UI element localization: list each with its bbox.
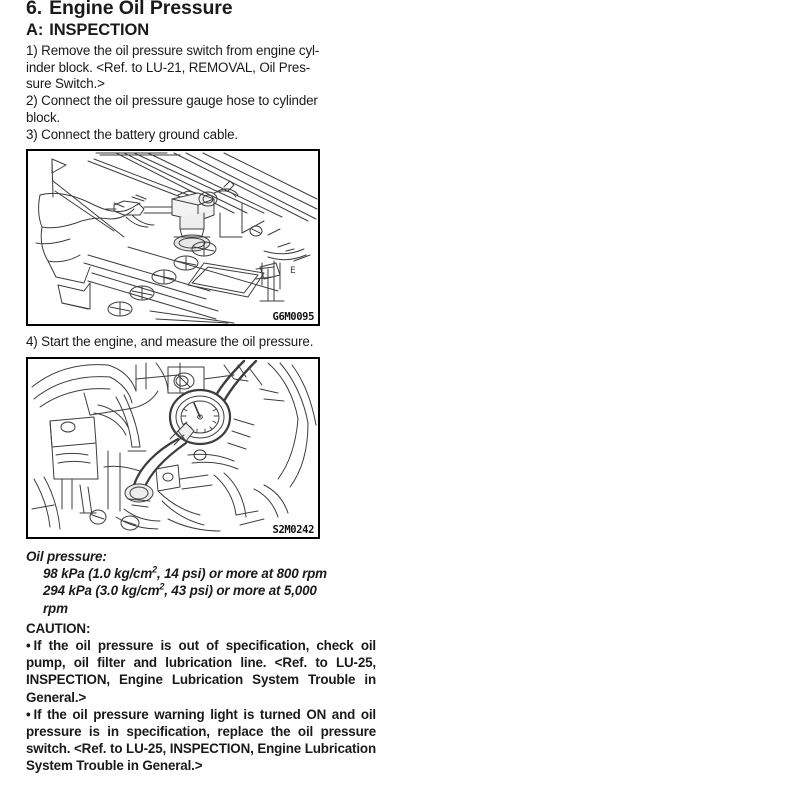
step-3: 3) Connect the battery ground cable. [26,126,238,142]
caution-heading: CAUTION: [26,620,91,636]
section-title-text: Engine Oil Pressure [49,0,233,19]
spec-value-1 [26,565,376,582]
spec-value-1-pre: 98 kPa (1.0 kg/cm [43,566,153,582]
spec-value-1-sup: 2 [152,564,157,575]
step-2-line-1: 2) Connect the oil pressure gauge hose to cylinder [26,93,318,109]
step-1-line-1: 1) Remove the oil pressure switch from engine cyl- [26,43,320,58]
text-column [26,0,376,775]
bullet-icon: • [26,637,31,653]
caution-item-1-text: If the oil pressure is out of specification, check oil pump, oil filter and lubrication line. <Ref. to LU-25, INSPECTION, Engine Lubrication System Trouble in General.> [26,637,376,705]
caution-item-2 [26,706,376,775]
spec-value-2 [26,582,376,599]
caution-item-1 [26,637,376,706]
spec-heading: Oil pressure: [26,548,107,564]
spec-value-2-pre: 294 kPa (3.0 kg/cm [43,583,160,599]
subsection-title-text: INSPECTION [49,21,150,39]
step-1-line-2: inder block. <Ref. to LU-21, REMOVAL, Oil Pres- [26,59,311,75]
svg-text:E: E [290,266,296,277]
figure-oil-pressure-gauge [26,357,320,539]
spec-value-2-sup: 2 [159,581,165,592]
step-2-line-2: block. [26,109,61,125]
figure-1-id: G6M0095 [272,311,314,324]
figure-2-id: S2M0242 [272,523,314,536]
figure-oil-pressure-switch [26,149,320,326]
step-1-line-3: sure Switch.> [26,76,105,92]
spec-value-1-post: , 14 psi) or more at 800 rpm [156,566,327,582]
step-4: 4) Start the engine, and measure the oil pressure. [26,334,314,350]
oil-pressure-specification [26,548,376,617]
page-title [26,0,376,19]
subsection-heading [26,21,376,40]
section-number: 6. [26,0,43,19]
figure-2-artwork [28,359,318,537]
procedure-steps-top [26,43,376,143]
spec-value-2-post: , 43 psi) or more at 5,000 [164,583,317,599]
spec-value-2-continuation: rpm [43,600,68,616]
caution-block [26,620,376,775]
subsection-label: A: [26,21,44,39]
bullet-icon: • [26,706,31,722]
figure-1-artwork [28,151,318,324]
caution-item-2-text: If the oil pressure warning light is turned ON and oil pressure is in specification, replace the oil pressure switch. <Ref. to LU-25, INSPECTION, Engine Lubrication System Trouble in General.> [26,706,376,774]
